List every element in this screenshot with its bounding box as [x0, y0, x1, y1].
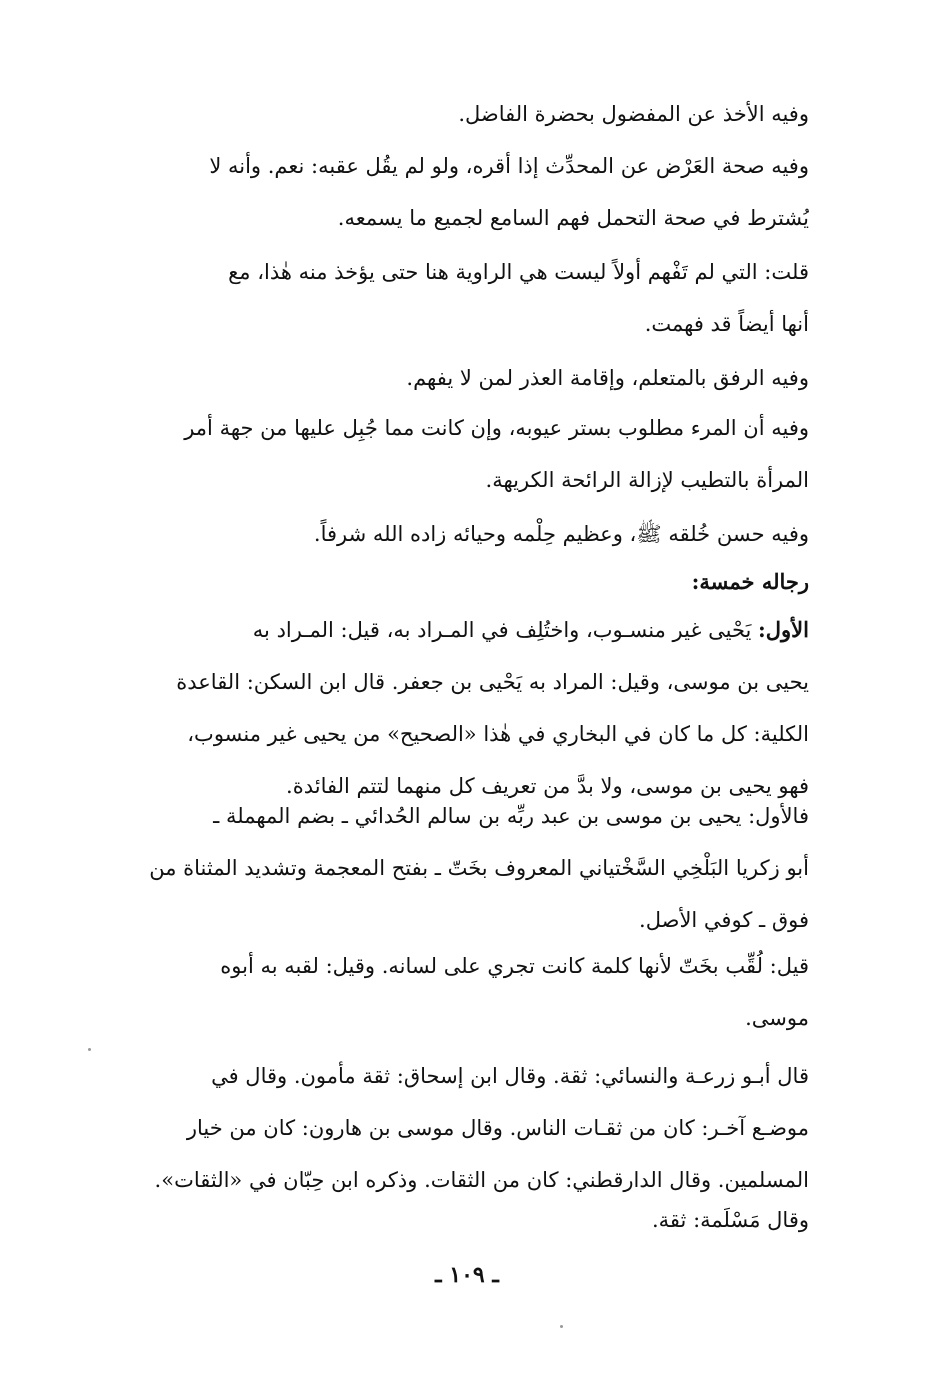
text-line: موضـع آخـر: كان من ثقـات الناس. وقال موسى بن هارون: كان من خيار	[186, 1116, 809, 1140]
text-line: فالأول: يحيى بن موسى بن عبد ربِّه بن سالم الحُدائي ـ بضم المهملة ـ	[213, 804, 809, 828]
text-line: أبو زكريا البَلْخِي السَّخْتياني المعروف بخَتّ ـ بفتح المعجمة وتشديد المثناة من	[149, 856, 809, 880]
text-line: وفيه حسن خُلقه ﷺ، وعظيم حِلْمه وحيائه زاده الله شرفاً.	[313, 522, 809, 546]
paragraph	[129, 88, 809, 140]
text-line: وفيه صحة العَرْض عن المحدِّث إذا أقره، ولو لم يقُل عقبه: نعم. وأنه لا	[209, 154, 809, 178]
paragraph	[129, 402, 809, 506]
paragraph	[129, 140, 809, 244]
paragraph	[129, 246, 809, 350]
text-line: المرأة بالتطيب لإزالة الرائحة الكريهة.	[485, 468, 809, 492]
paragraph	[129, 508, 809, 560]
section-heading: رجاله خمسة:	[691, 569, 809, 594]
page-number: ـ ١٠٩ ـ	[435, 1262, 499, 1288]
text-line: الكلية: كل ما كان في البخاري في هٰذا «الصحيح» من يحيى غير منسوب،	[187, 722, 809, 746]
text-line: وفيه الأخذ عن المفضول بحضرة الفاضل.	[458, 102, 809, 126]
text-line: قلت: التي لم تَفْهم أولاً ليست هي الراوية هنا حتى يؤخذ منه هٰذا، مع	[228, 260, 809, 284]
text-line: وقال مَسْلَمة: ثقة.	[652, 1208, 809, 1232]
text-line: وفيه الرفق بالمتعلم، وإقامة العذر لمن لا يفهم.	[406, 366, 809, 390]
text-line: المسلمين. وقال الدارقطني: كان من الثقات. وذكره ابن حِبّان في «الثقات».	[154, 1168, 809, 1192]
text-line: يحيى بن موسى، وقيل: المراد به يَحْيى بن جعفر. قال ابن السكن: القاعدة	[176, 670, 809, 694]
text-line: فوق ـ كوفي الأصل.	[639, 908, 809, 932]
paragraph	[129, 790, 809, 946]
text-line: موسى.	[745, 1006, 809, 1030]
text-line: فهو يحيى بن موسى، ولا بدَّ من تعريف كل منهما لتتم الفائدة.	[286, 774, 809, 798]
paragraph	[129, 1050, 809, 1246]
text-line: قيل: لُقِّب بخَتّ لأنها كلمة كانت تجري على لسانه. وقيل: لقبه به أبوه	[220, 954, 809, 978]
text-line: أنها أيضاً قد فهمت.	[644, 312, 809, 336]
narrator-lead: الأول:	[758, 617, 809, 642]
scan-speck	[560, 1325, 563, 1328]
text-line: وفيه أن المرء مطلوب بستر عيوبه، وإن كانت مما جُبِل عليها من جهة أمر	[184, 416, 809, 440]
text-line: يُشترط في صحة التحمل فهم السامع لجميع ما يسمعه.	[337, 206, 809, 230]
paragraph	[129, 940, 809, 1044]
scan-speck	[88, 1048, 91, 1051]
text-line	[129, 604, 809, 656]
paragraph	[129, 352, 809, 404]
text-line: قال أبـو زرعـة والنسائي: ثقة. وقال ابن إسحاق: ثقة مأمون. وقال في	[211, 1064, 809, 1088]
text-run: يَحْيى غير منسـوب، واختُلِف في المـراد به، قيل: المـراد به	[252, 618, 759, 642]
narrator-paragraph	[129, 604, 809, 812]
